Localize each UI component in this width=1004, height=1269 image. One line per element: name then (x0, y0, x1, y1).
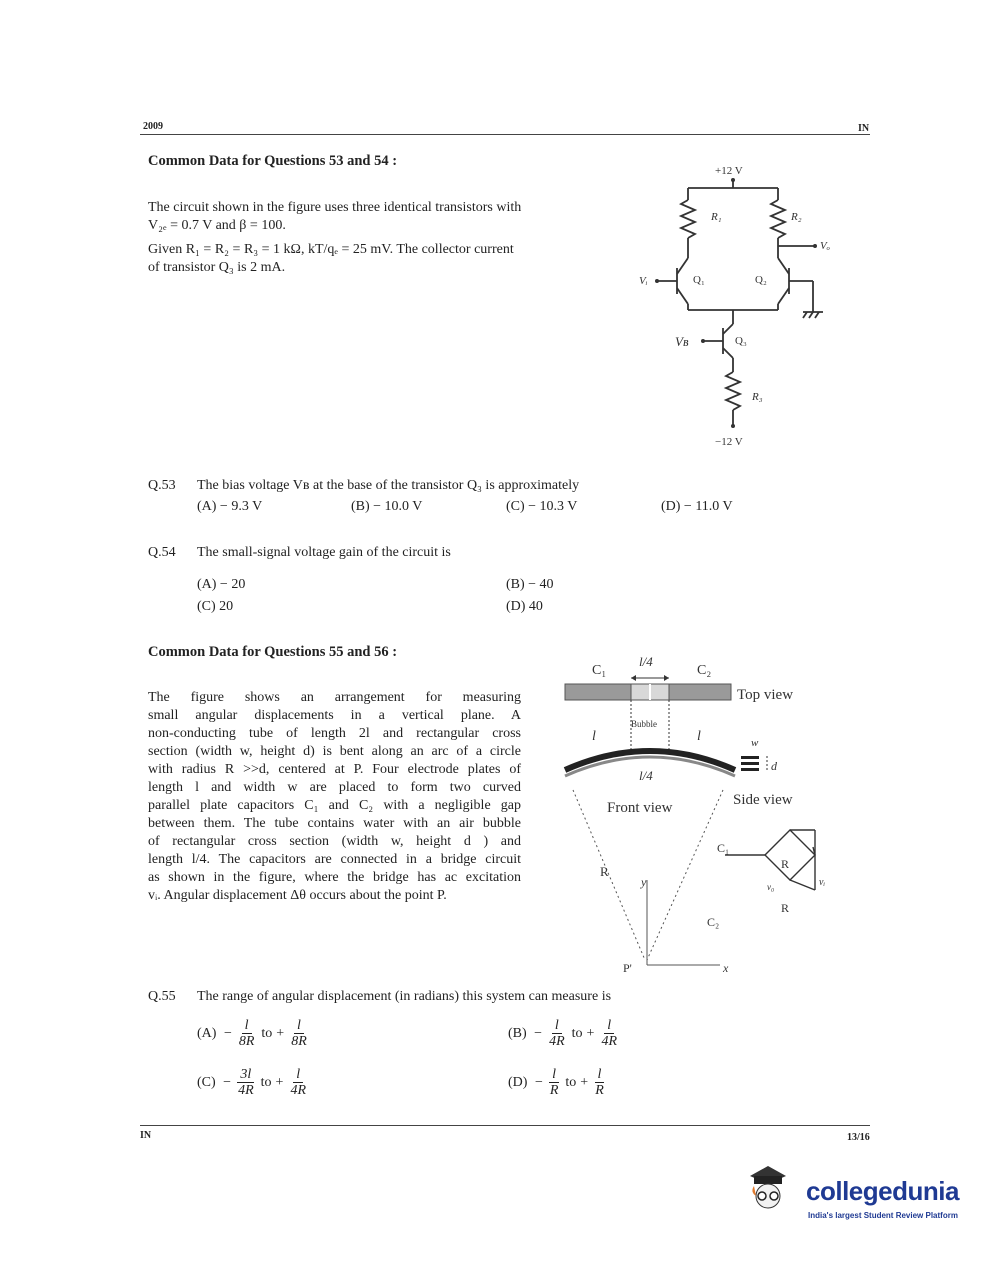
q55-c-n1: 3l (237, 1067, 254, 1083)
section2-line: with radius R >>d, centered at P. Four electrode plates of (148, 762, 521, 777)
section2-line: section (width w, height d) is bent along an arc of a circle (148, 744, 521, 759)
q53-number: Q.53 (148, 478, 176, 493)
header-year: 2009 (143, 121, 163, 132)
q55-c-frac2 (287, 1067, 309, 1098)
section2-line: The figure shows an arrangement for measuring (148, 690, 521, 705)
bridge-c1-label: C₁ (717, 841, 730, 855)
q55-d-d2: R (595, 1083, 604, 1098)
q55-option-b[interactable]: (B) − $\frac{l}{4R}$ to + $\frac{l}{4R}$ (508, 1018, 620, 1049)
footer-page: 13/16 (847, 1132, 870, 1143)
q55-number: Q.55 (148, 989, 176, 1004)
w-label: w (751, 737, 759, 749)
header-code: IN (858, 123, 870, 134)
q55-a-n1: l (242, 1018, 252, 1034)
quarter-label: l/4 (639, 654, 653, 669)
bridge-vi-label: vᵢ (819, 877, 826, 888)
q55-d-n1: l (549, 1067, 559, 1083)
q55-option-c[interactable]: (C) − $\frac{3l}{4R}$ to + $\frac{l}{4R}$ (197, 1067, 309, 1098)
bridge-r2-label: R (781, 901, 790, 915)
q54-text: The small-signal voltage gain of the circuit is (197, 545, 451, 560)
vplus-label: +12 V (715, 165, 743, 177)
l-left-label: l (592, 729, 596, 744)
q55-option-a[interactable]: (A) − $\frac{l}{8R}$ to + $\frac{l}{8R}$ (197, 1018, 310, 1049)
q55-c-d2: 4R (290, 1083, 306, 1098)
r1-label: R₁ (711, 211, 722, 223)
r2-label: R₂ (791, 211, 802, 223)
q53-text: The bias voltage Vʙ at the base of the transistor Q₃ is approximately (197, 478, 580, 493)
y-label: y (641, 875, 647, 889)
x-label: x (723, 961, 729, 975)
q55-c-to: to (260, 1074, 272, 1090)
q54-option-b[interactable]: (B) − 40 (506, 577, 554, 592)
collegedunia-tagline: India's largest Student Review Platform (808, 1211, 958, 1220)
r-label: R (600, 864, 609, 879)
transistor-circuit-diagram (625, 160, 855, 455)
q55-d-frac1 (547, 1067, 562, 1098)
q55-c-label: (C) (197, 1074, 216, 1090)
bridge-r1-label: R (781, 857, 790, 871)
footer-code: IN (140, 1130, 152, 1141)
q3-label: Q₃ (735, 335, 747, 347)
q55-a-label: (A) (197, 1025, 217, 1041)
bubble-label: Bubble (631, 719, 657, 729)
q55-d-frac2 (592, 1067, 607, 1098)
q55-b-to: to (571, 1025, 583, 1041)
q55-a-d2: 8R (291, 1034, 307, 1049)
p-label: P' (623, 961, 632, 975)
q55-b-label: (B) (508, 1025, 527, 1041)
q55-a-d1: 8R (238, 1034, 255, 1049)
section2-line: length l and width w are placed to form two curved (148, 780, 521, 795)
l-right-label: l (697, 729, 701, 744)
section2-line: of rectangular cross section (width w, height d ) and (148, 834, 521, 849)
section2-line: non-conducting tube of length 2l and rectangular cross (148, 726, 521, 741)
c1-label: C₁ (592, 663, 607, 678)
vo-label: Vₒ (820, 240, 830, 252)
top-view-label: Top view (737, 687, 794, 703)
d-label: d (771, 759, 777, 773)
q54-option-c[interactable]: (C) 20 (197, 599, 234, 614)
section2-line: length l/4. The capacitors are connected in a bridge circuit (148, 852, 521, 867)
side-view-label: Side view (733, 792, 793, 808)
q55-b-frac2 (598, 1018, 620, 1049)
q55-d-label: (D) (508, 1074, 528, 1090)
q55-b-n1: l (552, 1018, 562, 1034)
q54-option-a[interactable]: (A) − 20 (197, 577, 246, 592)
section2-line: vᵢ. Angular displacement Δθ occurs about the point P. (148, 888, 447, 903)
bridge-v0-label: v₀ (767, 882, 775, 892)
q53-option-c[interactable]: (C) − 10.3 V (506, 499, 578, 514)
section2-line: small angular displacements in a vertical plane. A (148, 708, 521, 723)
section1-line4: of transistor Q₃ is 2 mA. (148, 260, 286, 275)
section1-line1: The circuit shown in the figure uses three identical transistors with (148, 200, 522, 215)
q2-label: Q₂ (755, 274, 767, 286)
section1-title: Common Data for Questions 53 and 54 : (148, 153, 398, 169)
q55-option-d[interactable]: (D) − $\frac{l}{R}$ to + $\frac{l}{R}$ (508, 1067, 607, 1098)
q55-b-n2: l (604, 1018, 614, 1034)
capacitor-bubble-figure (555, 640, 855, 980)
q1-label: Q₁ (693, 274, 705, 286)
section1-line2: V₂ₑ = 0.7 V and β = 100. (148, 218, 286, 233)
q55-b-d2: 4R (601, 1034, 617, 1049)
q55-a-frac1 (236, 1018, 258, 1049)
q55-d-to: to (565, 1074, 577, 1090)
q54-number: Q.54 (148, 545, 176, 560)
vminus-label: −12 V (715, 436, 743, 448)
header-rule (140, 134, 870, 135)
q55-text: The range of angular displacement (in radians) this system can measure is (197, 989, 612, 1004)
front-view-label: Front view (607, 800, 673, 816)
q55-a-to: to (261, 1025, 273, 1041)
q55-b-frac1 (546, 1018, 568, 1049)
q55-c-d1: 4R (238, 1083, 254, 1098)
q53-option-a[interactable]: (A) − 9.3 V (197, 499, 263, 514)
q55-a-n2: l (294, 1018, 304, 1034)
r3-label: R₃ (752, 391, 763, 403)
section1-line3: Given R₁ = R₂ = R₃ = 1 kΩ, kT/qₑ = 25 mV. The collector current (148, 242, 514, 257)
section2-line: between them. The tube contains water with an air bubble (148, 816, 521, 831)
q55-b-d1: 4R (549, 1034, 565, 1049)
section2-line: as shown in the figure, where the bridge has ac excitation (148, 870, 521, 885)
q55-a-frac2 (288, 1018, 310, 1049)
section2-line: parallel plate capacitors C₁ and C₂ with a negligible gap (148, 798, 521, 813)
q55-d-d1: R (549, 1083, 559, 1098)
c2-label: C₂ (697, 663, 712, 678)
q53-option-d[interactable]: (D) − 11.0 V (661, 499, 733, 514)
q53-option-b[interactable]: (B) − 10.0 V (351, 499, 423, 514)
section2-title: Common Data for Questions 55 and 56 : (148, 644, 398, 660)
footer-rule (140, 1125, 870, 1126)
collegedunia-logo-icon (746, 1162, 790, 1218)
quarter2-label: l/4 (639, 768, 653, 783)
q55-c-n2: l (293, 1067, 303, 1083)
q54-option-d[interactable]: (D) 40 (506, 599, 543, 614)
section2-paragraph (148, 689, 521, 905)
bridge-c2-label: C₂ (707, 915, 720, 929)
q55-c-frac1 (235, 1067, 257, 1098)
vb-label: Vʙ (675, 334, 689, 349)
q55-d-n2: l (595, 1067, 605, 1083)
vi-label: Vᵢ (639, 275, 648, 287)
collegedunia-logo-text: collegedunia (806, 1176, 959, 1206)
